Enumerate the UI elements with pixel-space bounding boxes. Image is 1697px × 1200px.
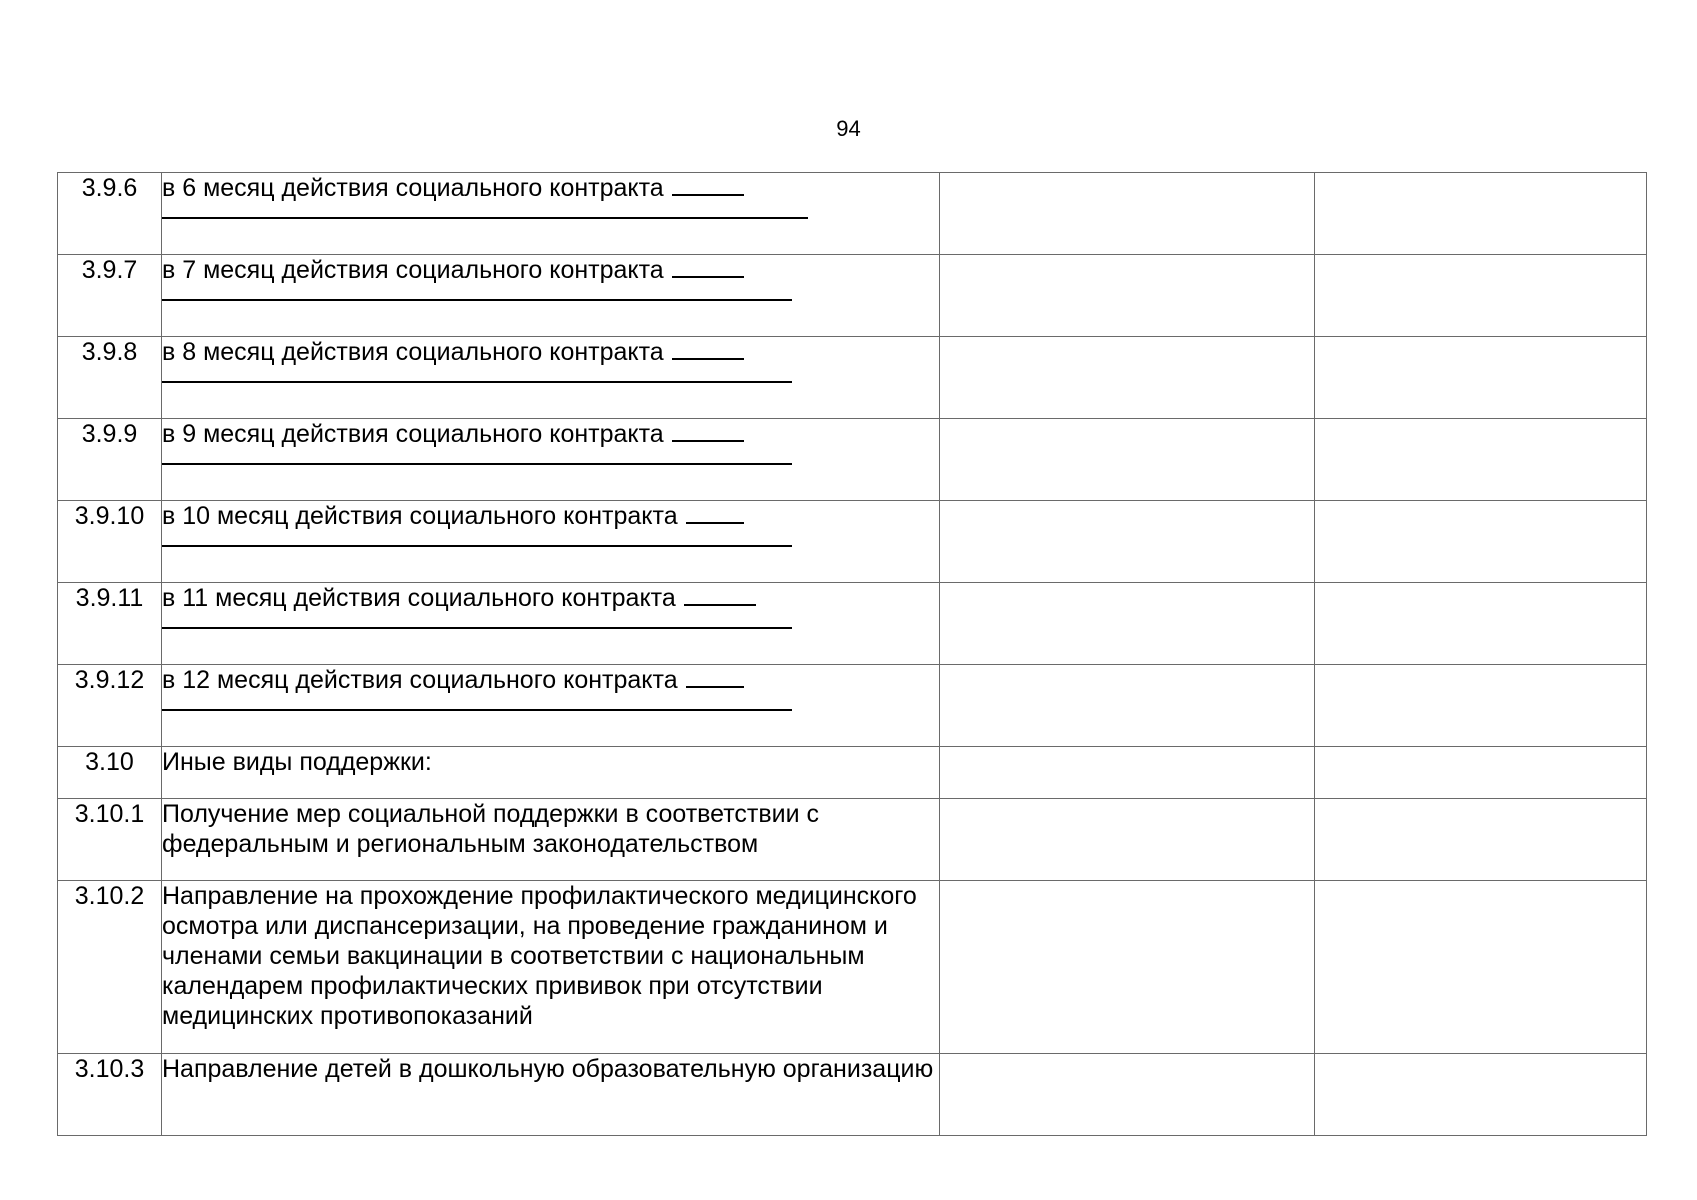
empty-cell[interactable] (940, 337, 1315, 419)
row-text-cell (162, 337, 940, 419)
empty-cell[interactable] (940, 255, 1315, 337)
table-row (58, 173, 1647, 255)
row-text-cell (162, 419, 940, 501)
row-text: в 10 месяц действия социального контракта (162, 502, 678, 530)
row-number: 3.9.9 (58, 419, 162, 501)
empty-cell[interactable] (1315, 337, 1647, 419)
fill-in-blank[interactable] (672, 174, 744, 196)
row-text-cell (162, 665, 940, 747)
empty-cell[interactable] (1315, 799, 1647, 881)
empty-cell[interactable] (940, 1054, 1315, 1136)
fill-in-line[interactable] (162, 613, 792, 629)
fill-in-blank[interactable] (672, 256, 744, 278)
table-row (58, 747, 1647, 799)
empty-cell[interactable] (940, 799, 1315, 881)
fill-in-line[interactable] (162, 449, 792, 465)
row-text-cell (162, 173, 940, 255)
row-number: 3.9.11 (58, 583, 162, 665)
fill-in-blank[interactable] (684, 584, 756, 606)
row-text-cell (162, 255, 940, 337)
row-number: 3.9.12 (58, 665, 162, 747)
table-row (58, 1054, 1647, 1136)
empty-cell[interactable] (940, 747, 1315, 799)
fill-in-line[interactable] (162, 367, 792, 383)
row-number: 3.9.10 (58, 501, 162, 583)
fill-in-blank[interactable] (672, 420, 744, 442)
empty-cell[interactable] (1315, 881, 1647, 1054)
row-number: 3.9.7 (58, 255, 162, 337)
fill-in-blank[interactable] (686, 666, 744, 688)
fill-in-line[interactable] (162, 285, 792, 301)
fill-in-line[interactable] (162, 531, 792, 547)
table-row (58, 583, 1647, 665)
fill-in-line[interactable] (162, 695, 792, 711)
empty-cell[interactable] (1315, 665, 1647, 747)
fill-in-blank[interactable] (672, 338, 744, 360)
table-row (58, 665, 1647, 747)
empty-cell[interactable] (1315, 747, 1647, 799)
page-number: 94 (836, 116, 861, 141)
row-text: Направление детей в дошкольную образовательную организацию (162, 1054, 940, 1136)
table-row (58, 881, 1647, 1054)
empty-cell[interactable] (940, 501, 1315, 583)
empty-cell[interactable] (1315, 255, 1647, 337)
row-text: в 12 месяц действия социального контракта (162, 666, 678, 694)
row-text: Иные виды поддержки: (162, 747, 940, 799)
row-number: 3.9.8 (58, 337, 162, 419)
fill-in-line[interactable] (162, 203, 808, 219)
row-text: Получение мер социальной поддержки в соответствии с федеральным и региональным законодательством (162, 799, 940, 881)
row-number: 3.10.3 (58, 1054, 162, 1136)
row-text-cell (162, 501, 940, 583)
empty-cell[interactable] (940, 419, 1315, 501)
empty-cell[interactable] (1315, 1054, 1647, 1136)
row-number: 3.10 (58, 747, 162, 799)
row-text: в 11 месяц действия социального контракта (162, 584, 676, 612)
row-number: 3.10.2 (58, 881, 162, 1054)
row-text: в 8 месяц действия социального контракта (162, 338, 664, 366)
empty-cell[interactable] (940, 173, 1315, 255)
table-row (58, 337, 1647, 419)
table-row (58, 501, 1647, 583)
empty-cell[interactable] (1315, 501, 1647, 583)
row-text: Направление на прохождение профилактического медицинского осмотра или диспансеризации, на проведение гражданином и членами семьи вакцинации в соответствии с национальным календарем профилактических прививок при отсутствии медицинских противопоказаний (162, 881, 940, 1054)
row-number: 3.10.1 (58, 799, 162, 881)
document-table (57, 172, 1647, 1136)
table-row (58, 419, 1647, 501)
empty-cell[interactable] (940, 881, 1315, 1054)
empty-cell[interactable] (1315, 583, 1647, 665)
empty-cell[interactable] (940, 583, 1315, 665)
row-text: в 6 месяц действия социального контракта (162, 174, 664, 202)
table-row (58, 799, 1647, 881)
row-text-cell (162, 583, 940, 665)
row-text: в 9 месяц действия социального контракта (162, 420, 664, 448)
empty-cell[interactable] (1315, 419, 1647, 501)
table-row (58, 255, 1647, 337)
row-number: 3.9.6 (58, 173, 162, 255)
fill-in-blank[interactable] (686, 502, 744, 524)
empty-cell[interactable] (940, 665, 1315, 747)
empty-cell[interactable] (1315, 173, 1647, 255)
row-text: в 7 месяц действия социального контракта (162, 256, 664, 284)
